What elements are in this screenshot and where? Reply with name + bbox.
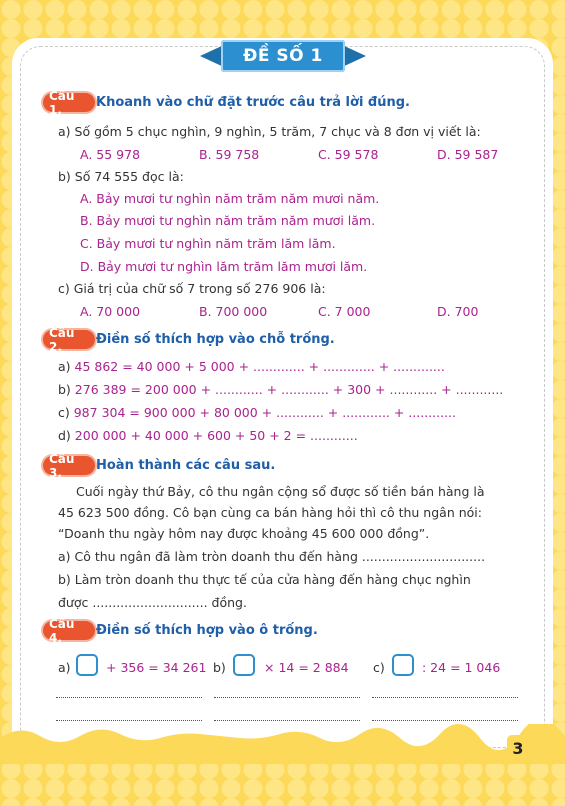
title-area: [0, 40, 565, 76]
title-banner: [221, 40, 345, 72]
q1-label: Câu 1.: [43, 93, 95, 112]
q4-title: Điền số thích hợp vào ô trống.: [96, 623, 318, 638]
q1b-option-d[interactable]: D. Bảy mươi tư nghìn lăm trăm lăm mươi lăm.: [80, 259, 368, 274]
q3-title: Hoàn thành các câu sau.: [96, 458, 276, 473]
q1c-option-c[interactable]: C. 7 000: [318, 304, 371, 319]
q4c-answer-box[interactable]: [392, 654, 414, 676]
q1a-option-b[interactable]: B. 59 758: [199, 147, 260, 162]
q4c-work-line-1[interactable]: [372, 697, 518, 698]
q4b-work-line-1[interactable]: [214, 697, 360, 698]
q3-para-line-1: Cuối ngày thứ Bảy, cô thu ngân cộng sổ được số tiền bán hàng là: [76, 484, 485, 499]
q1a-option-c[interactable]: C. 59 578: [318, 147, 379, 162]
q1c-option-b[interactable]: B. 700 000: [199, 304, 268, 319]
q4a-work-line-2[interactable]: [56, 720, 202, 721]
q4c-prefix: c): [373, 660, 385, 675]
q1a-option-d[interactable]: D. 59 587: [437, 147, 499, 162]
q2-line-b: b) 276 389 = 200 000 + ............ + ............ + 300 + ............ + ............: [58, 382, 504, 397]
q3-label: Câu 3.: [43, 456, 95, 475]
q4b-prefix: b): [213, 660, 226, 675]
page-title: ĐỀ SỐ 1: [243, 46, 323, 66]
page-number: 3: [507, 735, 529, 761]
q2-label: Câu 2.: [43, 330, 95, 349]
q1b-option-b[interactable]: B. Bảy mươi tư nghìn năm trăm năm mươi lăm.: [80, 213, 376, 228]
q4b-work-line-2[interactable]: [214, 720, 360, 721]
q4a-answer-box[interactable]: [76, 654, 98, 676]
q1b-option-a[interactable]: A. Bảy mươi tư nghìn năm trăm năm mươi năm.: [80, 191, 380, 206]
bottom-wave-decoration: [0, 724, 565, 764]
q1b-stem: b) Số 74 555 đọc là:: [58, 169, 184, 184]
q2-title: Điền số thích hợp vào chỗ trống.: [96, 332, 335, 347]
q4b-expression: × 14 = 2 884: [264, 660, 349, 675]
q3-part-a: a) Cô thu ngân đã làm tròn doanh thu đến hàng ...............................: [58, 549, 486, 564]
q4a-work-line-1[interactable]: [56, 697, 202, 698]
q4b-answer-box[interactable]: [233, 654, 255, 676]
q4-label: Câu 4.: [43, 621, 95, 640]
q4c-expression: : 24 = 1 046: [422, 660, 501, 675]
q4a-prefix: a): [58, 660, 71, 675]
q4a-expression: + 356 = 34 261: [106, 660, 207, 675]
q1a-stem: a) Số gồm 5 chục nghìn, 9 nghìn, 5 trăm, 7 chục và 8 đơn vị viết là:: [58, 124, 481, 139]
q4c-work-line-2[interactable]: [372, 720, 518, 721]
q1-title: Khoanh vào chữ đặt trước câu trả lời đúng.: [96, 95, 410, 110]
q1b-option-c[interactable]: C. Bảy mươi tư nghìn năm trăm lăm lăm.: [80, 236, 336, 251]
q1c-option-a[interactable]: A. 70 000: [80, 304, 141, 319]
q1c-option-d[interactable]: D. 700: [437, 304, 479, 319]
q2-line-d: d) 200 000 + 40 000 + 600 + 50 + 2 = ............: [58, 428, 358, 443]
q3-para-line-3: “Doanh thu ngày hôm nay được khoảng 45 600 000 đồng”.: [58, 526, 430, 541]
q1c-stem: c) Giá trị của chữ số 7 trong số 276 906 là:: [58, 281, 326, 296]
q2-line-c: c) 987 304 = 900 000 + 80 000 + ............ + ............ + ............: [58, 405, 456, 420]
q3-para-line-2: 45 623 500 đồng. Cô bạn cùng ca bán hàng hỏi thì cô thu ngân nói:: [58, 505, 482, 520]
q3-part-b-line-1: b) Làm tròn doanh thu thực tế của cửa hàng đến hàng chục nghìn: [58, 572, 471, 587]
q1a-option-a[interactable]: A. 55 978: [80, 147, 141, 162]
q3-part-b-line-2: được ............................. đồng.: [58, 595, 247, 610]
q2-line-a: a) 45 862 = 40 000 + 5 000 + ............. + ............. + .............: [58, 359, 445, 374]
